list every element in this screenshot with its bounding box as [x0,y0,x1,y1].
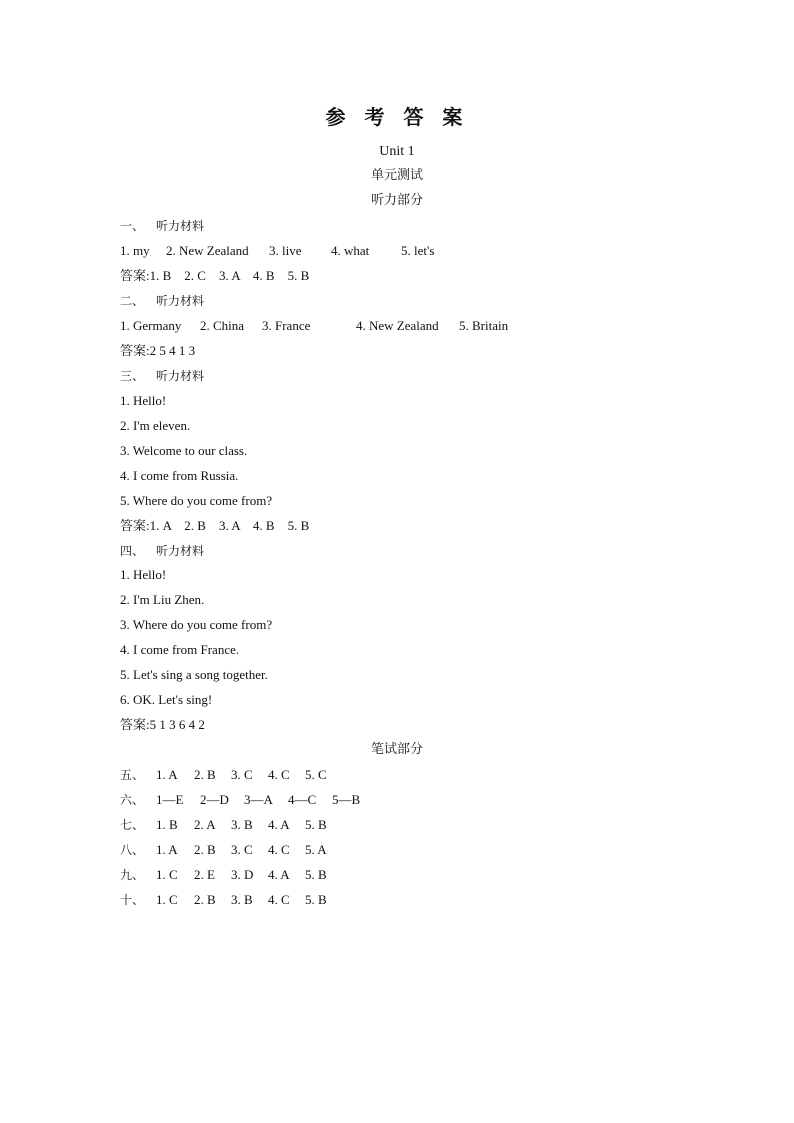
list-item: 6. OK. Let's sing! [120,692,213,707]
section-1-items [120,241,434,261]
page-title: 参 考 答 案 [325,105,469,129]
list-item: 1. my [120,243,150,258]
section-4-label: 四、 [120,544,145,558]
list-item: 4. I come from Russia. [120,468,239,483]
section-3-heading [120,366,204,386]
written-row-10 [120,890,327,910]
list-item: 3. France [262,318,311,333]
listening-part-title: 听力部分 [370,193,423,208]
list-item: 3. Where do you come from? [120,617,273,632]
list-item: 4. New Zealand [356,318,439,333]
unit-title: Unit 1 [379,144,415,159]
section-2-answer: 答案:2 5 4 1 3 [120,343,196,358]
answer-cell: 3—A [244,792,273,807]
section-2-label: 二、 [120,294,145,308]
answer-cell: 2. B [194,842,216,857]
list-item: 2. I'm Liu Zhen. [120,592,205,607]
list-item: 5. Britain [459,318,509,333]
row-label: 六、 [120,793,145,807]
list-item: 1. Germany [120,318,182,333]
row-label: 十、 [120,893,145,907]
list-item: 5. let's [401,243,435,258]
section-1-answer: 答案:1. B 2. C 3. A 4. B 5. B [120,268,310,283]
answer-cell: 3. B [231,892,253,907]
written-row-5 [120,765,327,785]
answer-cell: 4. A [268,867,290,882]
answer-cell: 1. C [156,892,178,907]
list-item: 3. live [269,243,302,258]
answer-cell: 1. B [156,817,178,832]
answer-cell: 2. E [194,867,215,882]
writing-part-title: 笔试部分 [370,742,423,757]
row-label: 八、 [120,843,145,857]
answer-cell: 1. A [156,767,178,782]
section-1-label: 一、 [120,219,145,233]
list-item: 4. I come from France. [120,642,240,657]
section-1-title: 听力材料 [156,219,205,233]
section-4-title: 听力材料 [156,544,205,558]
answer-cell: 4. C [268,892,290,907]
answer-cell: 5. A [305,842,327,857]
answer-cell: 4. A [268,817,290,832]
list-item: 2. New Zealand [166,243,249,258]
answer-cell: 5. B [305,817,327,832]
answer-cell: 2. A [194,817,216,832]
written-row-7 [120,815,327,835]
answer-cell: 5. B [305,867,327,882]
answer-cell: 1. A [156,842,178,857]
answer-cell: 3. D [231,867,254,882]
row-label: 七、 [120,818,145,832]
section-4-heading [120,541,204,561]
answer-cell: 4. C [268,767,290,782]
answer-cell: 1—E [156,792,184,807]
answer-cell: 4. C [268,842,290,857]
section-2-heading [120,291,204,311]
row-label: 九、 [120,868,145,882]
answer-cell: 2—D [200,792,229,807]
list-item: 1. Hello! [120,567,167,582]
answer-cell: 3. C [231,767,253,782]
list-item: 5. Where do you come from? [120,493,273,508]
list-item: 5. Let's sing a song together. [120,667,268,682]
section-3-answer: 答案:1. A 2. B 3. A 4. B 5. B [120,518,310,533]
section-4-answer: 答案:5 1 3 6 4 2 [120,717,205,732]
answer-cell: 1. C [156,867,178,882]
section-1-heading [120,216,204,236]
answer-cell: 5. C [305,767,327,782]
answer-cell: 5—B [332,792,361,807]
section-3-title: 听力材料 [156,369,205,383]
list-item: 1. Hello! [120,393,167,408]
written-row-8 [120,840,327,860]
written-row-9 [120,865,327,885]
answer-cell: 3. C [231,842,253,857]
list-item: 3. Welcome to our class. [120,443,248,458]
section-2-title: 听力材料 [156,294,205,308]
row-label: 五、 [120,768,145,782]
section-3-label: 三、 [120,369,145,383]
test-title: 单元测试 [370,168,423,183]
answer-cell: 5. B [305,892,327,907]
list-item: 2. I'm eleven. [120,418,191,433]
answer-cell: 2. B [194,767,216,782]
list-item: 4. what [331,243,370,258]
answer-cell: 2. B [194,892,216,907]
answer-cell: 4—C [288,792,317,807]
answer-cell: 3. B [231,817,253,832]
section-2-items [120,316,508,336]
written-row-6 [120,790,360,810]
list-item: 2. China [200,318,245,333]
